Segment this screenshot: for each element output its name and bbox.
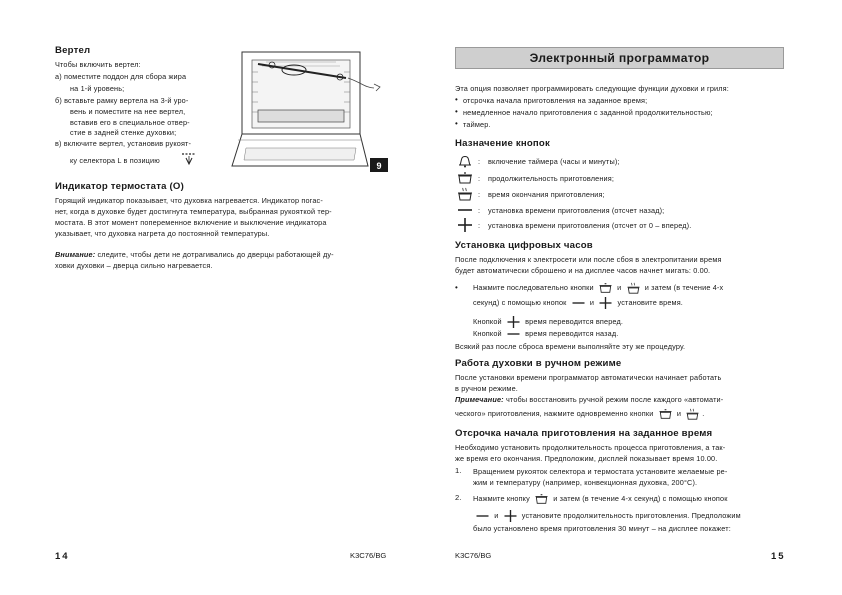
delay-heading: Отсрочка начала приготовления на заданное время (455, 428, 713, 439)
clock-back-line (473, 328, 618, 340)
spit-step-b4: стие в задней стенке духовки; (70, 128, 177, 137)
step2-a: Нажмите кнопку (473, 493, 530, 503)
step1-number: 1. (455, 466, 462, 475)
spit-step-b: б) вставьте рамку вертела на 3-й уро- (55, 96, 189, 105)
clock-fwd-b: время переводится вперед. (525, 316, 624, 326)
plus-icon (503, 510, 518, 522)
clock-step-line-1 (473, 282, 723, 294)
manual-text-0: После установки времени программатор автоматически начинает работать (455, 373, 722, 382)
delay-text-0: Необходимо установить продолжительность процесса приготовления, а так- (455, 443, 726, 452)
step2-line-3: было установлено время приготовления 30 минут – на дисплее покажет: (473, 524, 731, 533)
button-desc-3: установка времени приготовления (отсчет назад); (488, 206, 665, 215)
left-page-number: 14 (55, 551, 70, 562)
thermostat-text-2: мостата. В этот момент попеременное включение и выключение индикатора (55, 218, 327, 227)
right-page-number: 15 (771, 551, 786, 562)
intro: Эта опция позволяет программировать следующие функции духовки и гриля: (455, 84, 729, 93)
intro-bullet-2: таймер. (463, 120, 491, 129)
step2-number: 2. (455, 493, 462, 502)
colon: : (478, 206, 481, 215)
pot-steam-icon (626, 282, 641, 294)
pot-steam-icon (457, 187, 473, 201)
warning-text-1: следите, чтобы дети не дотрагивались до дверцы работающей ду- (97, 250, 334, 259)
oven-spit-illustration (228, 48, 388, 174)
title-banner (455, 47, 784, 69)
manual-note-line-2: ческого» приготовления, нажмите одновременно кнопки и . (455, 408, 704, 420)
right-model: K3C76/BG (455, 551, 492, 560)
note-label: Примечание: (455, 395, 504, 404)
warning-text-2: ховки духовки – дверца сильно нагревается. (55, 261, 213, 270)
clock-fwd-a: Кнопкой (473, 316, 502, 326)
bullet-dot: • (455, 283, 458, 292)
clock-back-a: Кнопкой (473, 328, 502, 338)
pot-icon (598, 282, 613, 294)
bullet-dot: • (455, 119, 458, 128)
minus-icon (506, 328, 521, 340)
spit-step-c: в) включите вертел, установив рукоят- (55, 139, 192, 148)
figure-number: 9 (376, 161, 382, 171)
step1-text-1: жим и температуру (например, конвекционная духовка, 200°С). (473, 478, 698, 487)
thermostat-text-1: нет, когда в духовке будет достигнута температура, выбранная рукояткой тер- (55, 207, 332, 216)
clock-forward-line (473, 316, 623, 328)
spit-step-0: Чтобы включить вертел: (55, 60, 141, 69)
plus-icon (506, 316, 521, 328)
bullet-dot: • (455, 95, 458, 104)
clock-heading: Установка цифровых часов (455, 240, 593, 251)
clock-text-1: будет автоматически сброшено и на дисплее часов начнет мигать: 0.00. (455, 266, 711, 275)
button-desc-2: время окончания приготовления; (488, 190, 605, 199)
step2-line-1 (473, 493, 728, 505)
intro-bullet-1: немедленное начало приготовления с заданной продолжительностью; (463, 108, 713, 117)
spit-step-b3: вставив его в специальное отвер- (70, 118, 190, 127)
pot-steam-icon (685, 408, 700, 420)
button-desc-4: установка времени приготовления (отсчет от 0 – вперед). (488, 221, 692, 230)
manual-text-1: в ручном режиме. (455, 384, 518, 393)
rotisserie-icon (181, 152, 197, 166)
clock-bullet-c: и затем (в течение 4-х (644, 282, 724, 292)
spit-step-a2: на 1-й уровень; (70, 84, 125, 93)
delay-text-1: же время его окончания. Предположим, дисплей показывает время 10.00. (455, 454, 718, 463)
clock-line2-c: установите время. (617, 297, 683, 307)
plus-icon (598, 297, 613, 309)
minus-icon (571, 297, 586, 309)
bullet-dot: • (455, 107, 458, 116)
step2-line2-c: установите продолжительность приготовления. Предположим (521, 510, 741, 520)
warning-line-1 (55, 250, 334, 260)
bell-icon (457, 154, 473, 168)
spit-step-b2: вень и поместите на нее вертел, (70, 107, 186, 116)
colon: : (478, 157, 481, 166)
clock-bullet-a: Нажмите последовательно кнопки (473, 282, 594, 292)
right-page (421, 0, 842, 595)
warning-label: Внимание: (55, 250, 96, 259)
colon: : (478, 190, 481, 199)
note-text-2b: и (676, 408, 682, 418)
buttons-heading: Назначение кнопок (455, 138, 550, 149)
step2-b: и затем (в течение 4-х секунд) с помощью кнопок (553, 493, 728, 503)
pot-icon (534, 493, 549, 505)
intro-bullet-0: отсрочка начала приготовления на заданное время; (463, 96, 648, 105)
thermostat-heading: Индикатор термостата (O) (55, 181, 184, 192)
thermostat-text-0: Горящий индикатор показывает, что духовка нагревается. Индикатор погас- (55, 196, 323, 205)
clock-step-line-2 (473, 297, 683, 309)
clock-text-0: После подключения к электросети или после сбоя в электропитании время (455, 255, 722, 264)
spit-step-a: а) поместите поддон для сбора жира (55, 72, 187, 81)
button-desc-1: продолжительность приготовления; (488, 174, 615, 183)
colon: : (478, 221, 481, 230)
minus-icon (475, 510, 490, 522)
thermostat-text-3: указывает, что духовка нагрета до постоянной температуры. (55, 229, 270, 238)
colon: : (478, 174, 481, 183)
spit-step-c2: ку селектора L в позицию (70, 156, 160, 165)
page-title: Электронный программатор (529, 51, 710, 65)
clock-back-b: время переводится назад. (525, 328, 619, 338)
step1-text-0: Вращением рукояток селектора и термостата установите желаемые ре- (473, 467, 728, 476)
pot-icon (658, 408, 673, 420)
clock-note: Всякий раз после сброса времени выполняйте эту же процедуру. (455, 342, 686, 351)
spit-heading: Вертел (55, 45, 91, 56)
clock-line2-a: секунд) с помощью кнопок (473, 297, 567, 307)
note-text-1: чтобы восстановить ручной режим после каждого «автомати- (505, 395, 724, 404)
step2-line2-b: и (494, 510, 499, 520)
manual-heading: Работа духовки в ручном режиме (455, 358, 622, 369)
pot-icon (457, 171, 473, 185)
plus-icon (457, 218, 473, 232)
manual-note-line-1 (455, 395, 723, 405)
step2-line-2 (473, 510, 741, 522)
note-text-2a: ческого» приготовления, нажмите одновременно кнопки (455, 408, 654, 418)
button-desc-0: включение таймера (часы и минуты); (488, 157, 620, 166)
left-model: K3C76/BG (350, 551, 387, 560)
minus-icon (457, 203, 473, 217)
clock-bullet-b: и (617, 282, 622, 292)
clock-line2-b: и (589, 297, 595, 307)
